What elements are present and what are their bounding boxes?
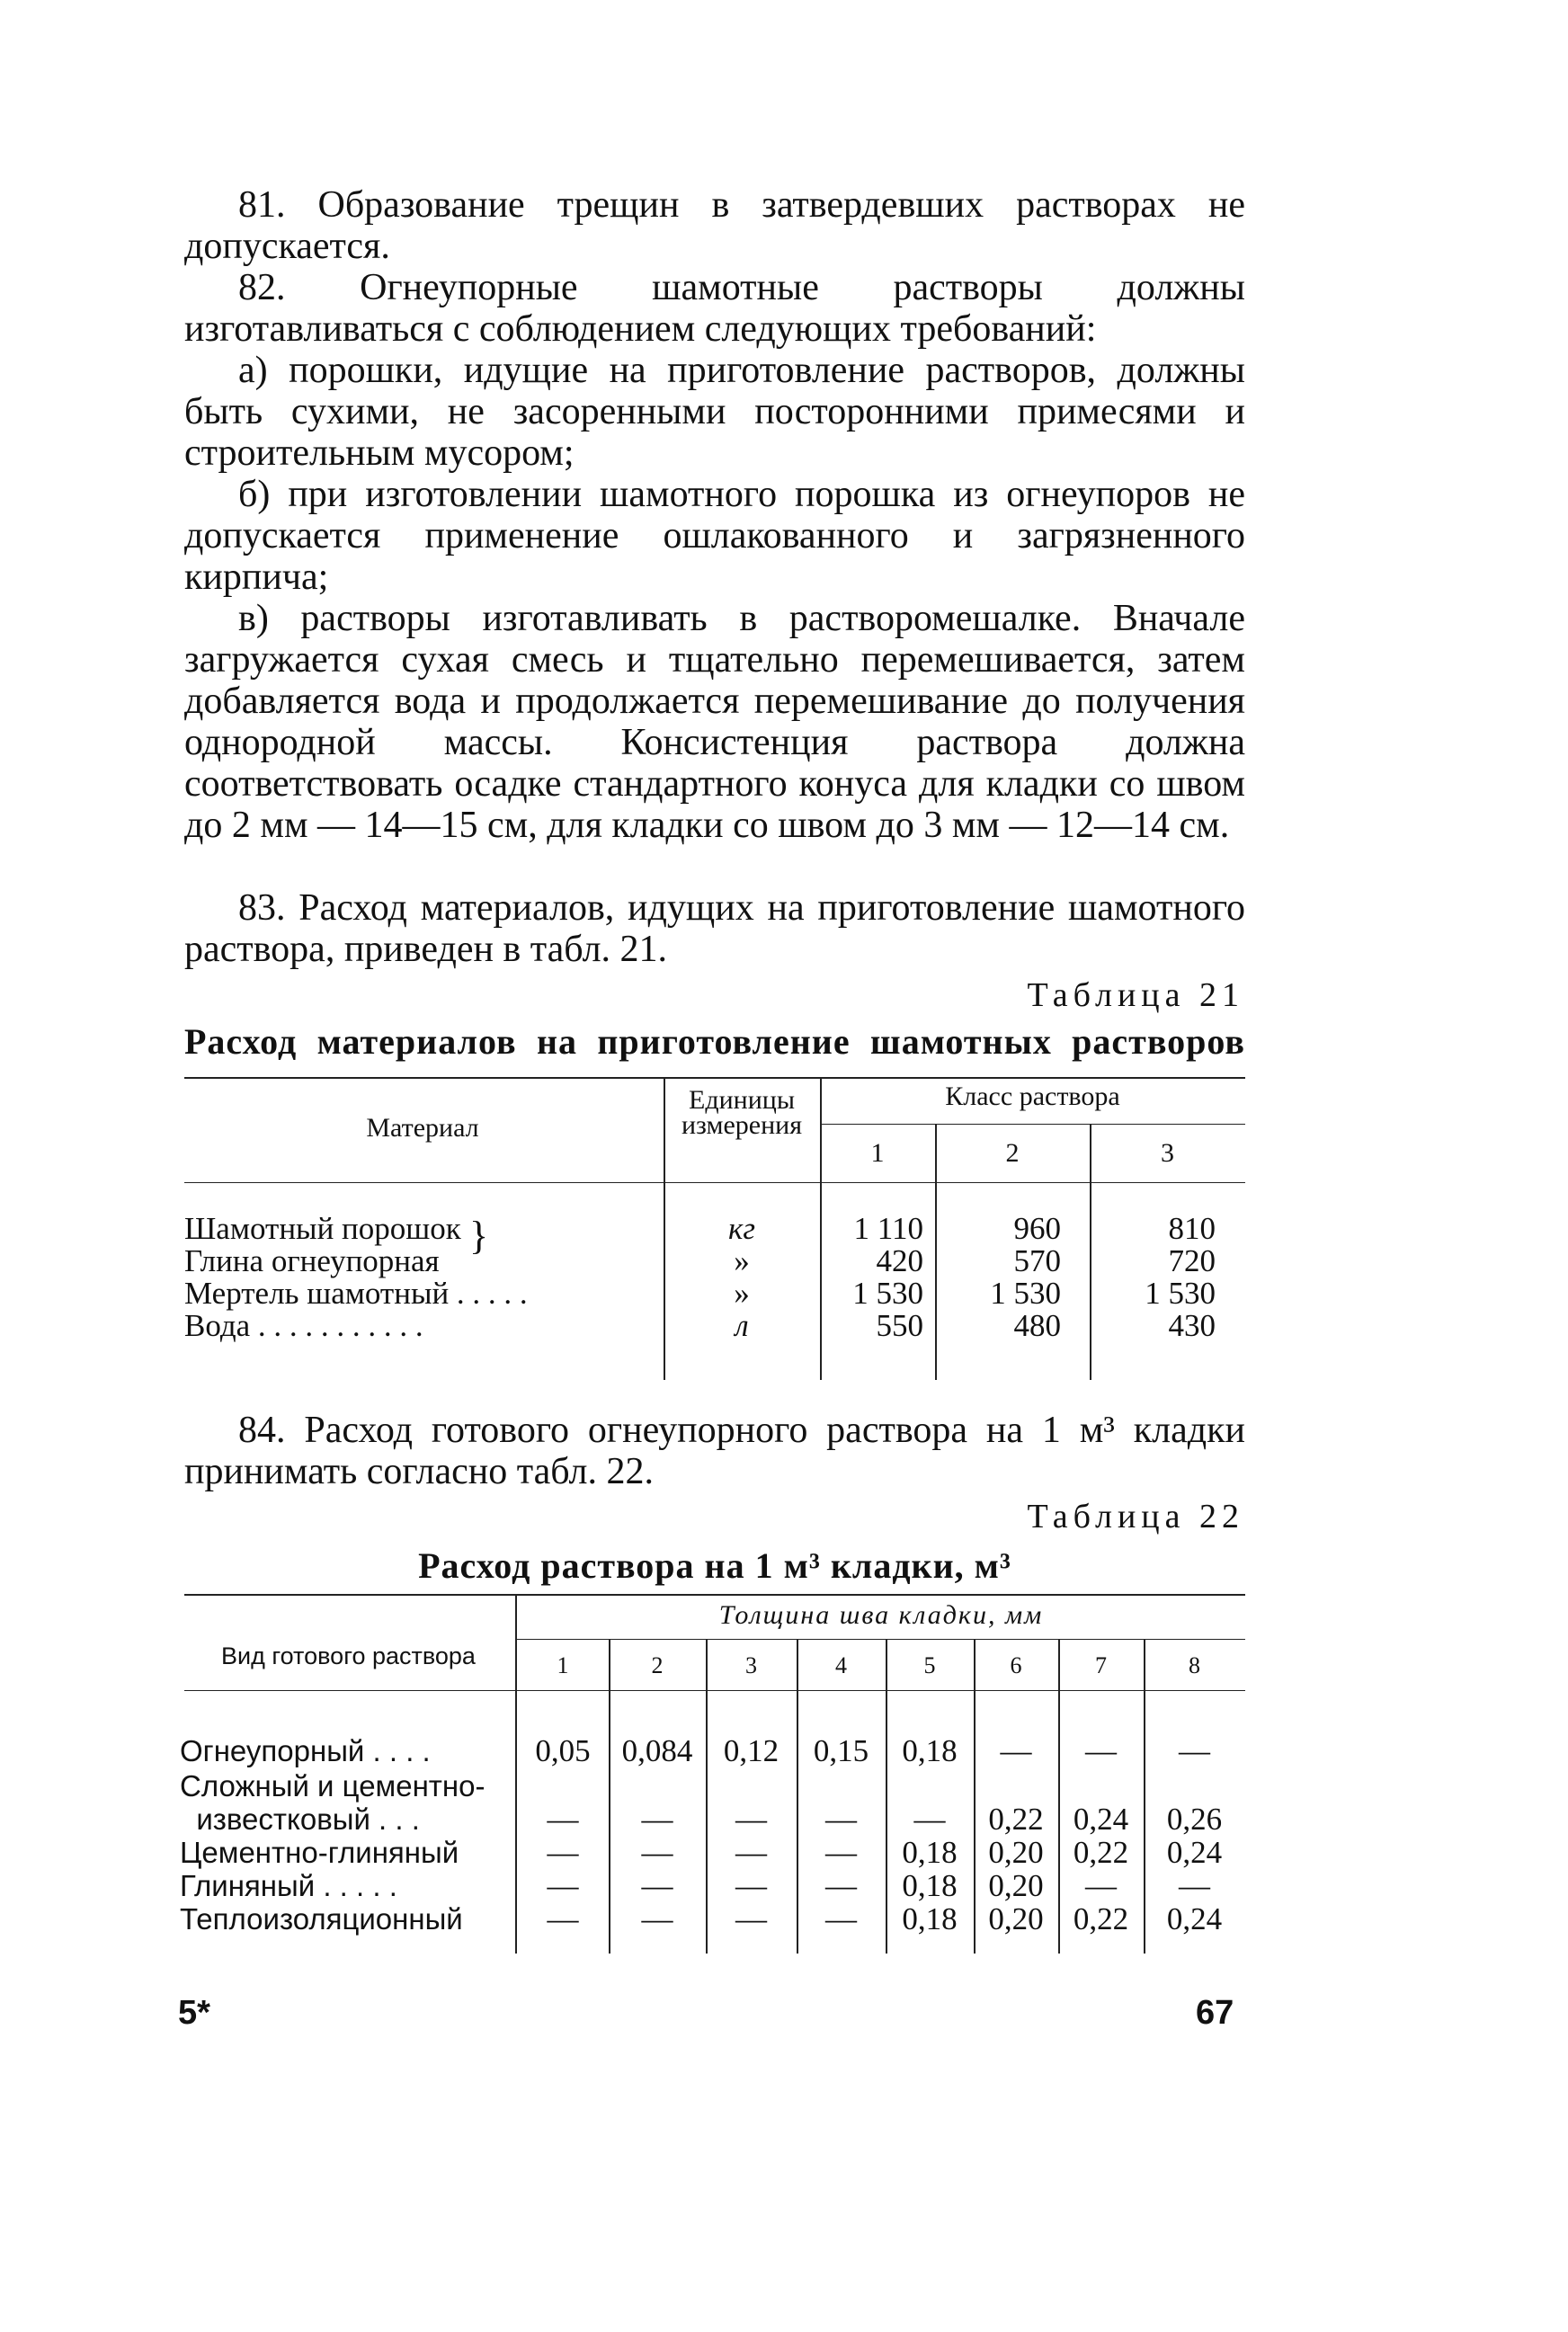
paragraph-84: 84. Расход готового огнеупорного раствора на 1 м³ кладки принимать согласно табл. 22. xyxy=(184,1410,1245,1492)
table22-row-name: Сложный и цементно- xyxy=(180,1769,486,1802)
table21-cell: 570 xyxy=(1013,1243,1061,1278)
table22-cell: 0,15 xyxy=(813,1733,869,1768)
table21-cell: 1 530 xyxy=(1145,1276,1216,1311)
table22-cell: — xyxy=(641,1901,673,1936)
table22-thickness-rule xyxy=(517,1639,1245,1640)
table22-cell: — xyxy=(735,1868,767,1903)
table22-cell: — xyxy=(641,1868,673,1903)
table22-cell: — xyxy=(1000,1733,1032,1768)
table22-row-name: Теплоизоляционный xyxy=(180,1902,463,1936)
table22-cell: 0,20 xyxy=(988,1835,1044,1870)
table21-cell: 1 530 xyxy=(852,1276,923,1311)
table21-header-class-2: 2 xyxy=(1005,1138,1020,1168)
table22-cell: 0,24 xyxy=(1166,1835,1223,1870)
paragraph-81: 81. Образование трещин в затвердевших растворах не допускается. xyxy=(184,184,1245,267)
table22-cell: — xyxy=(735,1802,767,1837)
table22-cell: 0,24 xyxy=(1073,1802,1129,1837)
table21-cell: 480 xyxy=(1013,1308,1061,1343)
page-number: 67 xyxy=(1196,1994,1234,2032)
table21-header-units: Единицы измерения xyxy=(681,1085,802,1140)
table22-cell: 0,20 xyxy=(988,1868,1044,1903)
table22-cell: 0,18 xyxy=(902,1901,958,1936)
table21-vline xyxy=(664,1077,665,1380)
table22-cell: 0,22 xyxy=(988,1802,1044,1837)
table22-cell: 0,18 xyxy=(902,1835,958,1870)
table21-row-material: Вода . . . . . . . . . . . xyxy=(184,1308,423,1343)
table22-cell: — xyxy=(825,1868,857,1903)
table22-cell: — xyxy=(1179,1868,1210,1903)
table21-label: Таблица 21 xyxy=(1027,976,1244,1014)
table22-header-col: 6 xyxy=(1010,1652,1022,1678)
table22-header-col: 1 xyxy=(557,1652,569,1678)
table22-cell: — xyxy=(641,1802,673,1837)
table22-cell: 0,18 xyxy=(902,1868,958,1903)
table21-title: Расход материалов на приготовление шамотных растворов xyxy=(184,1021,1245,1062)
table22-cell: — xyxy=(825,1802,857,1837)
table22-row-name: Цементно-глиняный xyxy=(180,1836,459,1869)
signature-mark: 5* xyxy=(178,1994,210,2032)
table22-header-col: 5 xyxy=(923,1652,936,1678)
table22-cell: 0,18 xyxy=(902,1733,958,1768)
table22-cell: — xyxy=(641,1835,673,1870)
table21-cell: 1 110 xyxy=(853,1211,923,1246)
table22-header-col: 3 xyxy=(745,1652,757,1678)
table22-cell: 0,22 xyxy=(1073,1901,1129,1936)
table22-header-rule xyxy=(184,1690,1245,1691)
table21-top-rule xyxy=(184,1077,1245,1079)
table22-header-col: 2 xyxy=(651,1652,664,1678)
table21-row-material: Мертель шамотный . . . . . xyxy=(184,1276,528,1311)
paragraph-83: 83. Расход материалов, идущих на приготовление шамотного раствора, приведен в табл. 21. xyxy=(184,887,1245,970)
table22-cell: — xyxy=(825,1835,857,1870)
table21-cell: 420 xyxy=(876,1243,923,1278)
table21-class-rule xyxy=(820,1124,1245,1125)
table22-header-col: 8 xyxy=(1189,1652,1200,1678)
table22-cell: — xyxy=(825,1901,857,1936)
table22-cell: — xyxy=(1085,1733,1117,1768)
table22-cell: — xyxy=(547,1802,579,1837)
table22-cell: 0,22 xyxy=(1073,1835,1129,1870)
paragraph-82v: в) растворы изготавливать в растворомешалке. Вначале загружается сухая смесь и тщательно перемешивается, затем добавляется вода и продолжается перемешивание до получения однородной массы. Консистенция раствора должна соответствовать осадке стандартного конуса для кладки со швом до 2 мм — 14—15 см, для кладки со швом до 3 мм — 12—14 см. xyxy=(184,598,1245,846)
table21-row-material: Шамотный порошок xyxy=(184,1211,461,1246)
table22-cell: — xyxy=(1085,1868,1117,1903)
table22-header-col: 7 xyxy=(1095,1652,1107,1678)
table22-cell: — xyxy=(1179,1733,1210,1768)
table22-cell: — xyxy=(547,1835,579,1870)
table21-header-rule xyxy=(184,1182,1245,1183)
table21-header-class-1: 1 xyxy=(870,1138,885,1168)
brace-icon: } xyxy=(469,1214,489,1258)
table22-cell: 0,26 xyxy=(1166,1802,1223,1837)
table22-header-type: Вид готового раствора xyxy=(221,1642,476,1669)
table22-row-name: Огнеупорный . . . . xyxy=(180,1734,431,1767)
paragraph-82b: б) при изготовлении шамотного порошка из огнеупоров не допускается применение ошлакованного и загрязненного кирпича; xyxy=(184,474,1245,598)
table22-row-name: Глиняный . . . . . xyxy=(180,1869,397,1902)
table22-header-col: 4 xyxy=(835,1652,847,1678)
table22-top-rule xyxy=(184,1594,1245,1596)
table21-cell: 550 xyxy=(876,1308,923,1343)
table22-cell: 0,24 xyxy=(1166,1901,1223,1936)
table22-cell: 0,12 xyxy=(723,1733,780,1768)
table21-row-material: Глина огнеупорная xyxy=(184,1243,440,1278)
paragraph-82: 82. Огнеупорные шамотные растворы должны изготавливаться с соблюдением следующих требований: xyxy=(184,267,1245,350)
paragraph-82a: а) порошки, идущие на приготовление растворов, должны быть сухими, не засоренными посторонними примесями и строительным мусором; xyxy=(184,350,1245,474)
table21-row-unit: кг xyxy=(727,1211,756,1246)
table22-cell: 0,084 xyxy=(621,1733,693,1768)
table22-row-name: известковый . . . xyxy=(180,1802,420,1836)
table21-header-class-3: 3 xyxy=(1161,1138,1174,1168)
table21-cell: 720 xyxy=(1168,1243,1216,1278)
table22-cell: — xyxy=(735,1901,767,1936)
table21-cell: 960 xyxy=(1013,1211,1061,1246)
table21-header-material: Материал xyxy=(366,1113,479,1143)
table21-row-unit: л xyxy=(735,1308,749,1343)
table22-cell: — xyxy=(913,1802,946,1837)
table21-cell: 430 xyxy=(1168,1308,1216,1343)
table22-cell: — xyxy=(735,1835,767,1870)
table22-cell: — xyxy=(547,1868,579,1903)
table21-row-unit: » xyxy=(734,1243,750,1278)
table22-cell: 0,05 xyxy=(535,1733,591,1768)
table21-header-class: Класс раствора xyxy=(945,1081,1120,1111)
table22-header-thickness: Толщина шва кладки, мм xyxy=(718,1600,1044,1630)
table22-cell: — xyxy=(547,1901,579,1936)
table21-row-unit: » xyxy=(734,1276,750,1311)
table21-cell: 810 xyxy=(1168,1211,1216,1246)
table22-title: Расход раствора на 1 м³ кладки, м³ xyxy=(418,1545,1011,1586)
table22-label: Таблица 22 xyxy=(1027,1498,1244,1535)
table21-cell: 1 530 xyxy=(990,1276,1061,1311)
table22-cell: 0,20 xyxy=(988,1901,1044,1936)
